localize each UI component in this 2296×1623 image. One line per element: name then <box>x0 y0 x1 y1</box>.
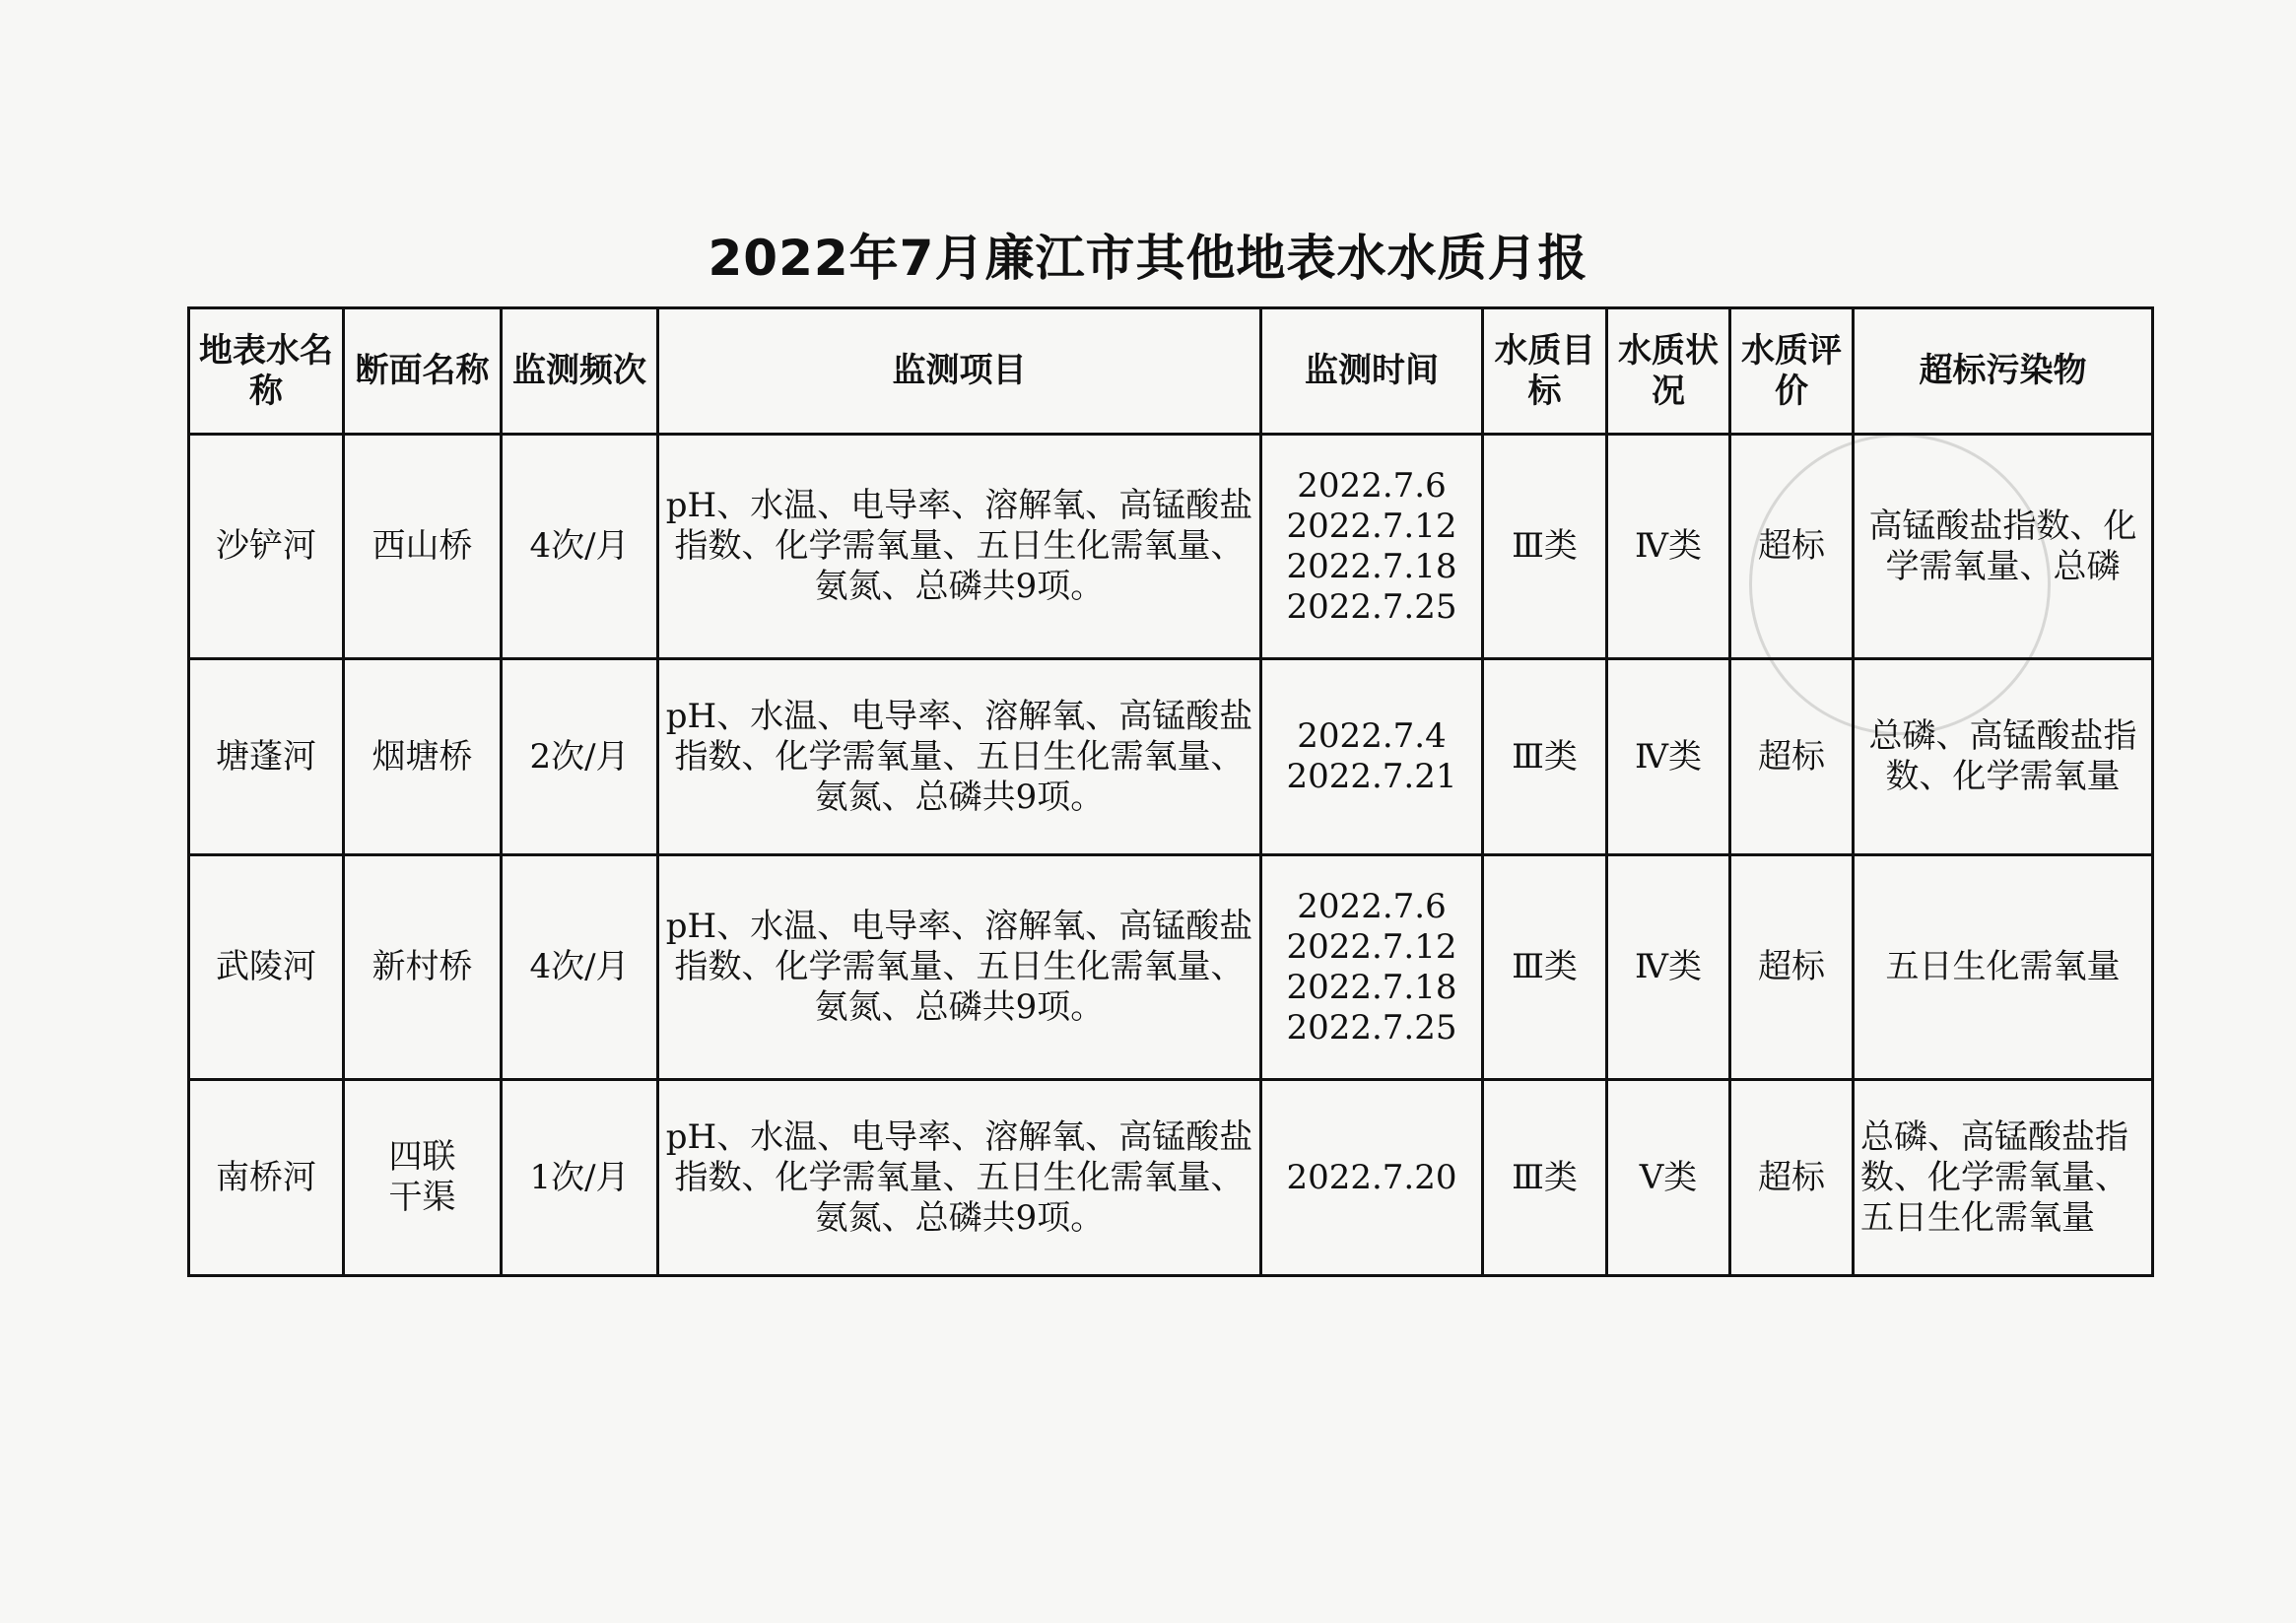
cell-status: Ⅳ类 <box>1607 659 1730 855</box>
cell-evaluation: 超标 <box>1730 855 1854 1080</box>
date-entry: 2022.7.6 <box>1297 465 1447 506</box>
table-row <box>189 435 2153 659</box>
date-entry: 2022.7.18 <box>1286 967 1457 1007</box>
cell-frequency: 2次/月 <box>502 659 658 855</box>
cell-status: Ⅴ类 <box>1607 1080 1730 1276</box>
table-header-row <box>189 308 2153 435</box>
cell-evaluation: 超标 <box>1730 659 1854 855</box>
header-pollutants: 超标污染物 <box>1854 308 2153 435</box>
cell-section: 烟塘桥 <box>344 659 502 855</box>
table-row <box>189 1080 2153 1276</box>
cell-time <box>1261 659 1483 855</box>
cell-target: Ⅲ类 <box>1483 855 1607 1080</box>
cell-section: 四联干渠 <box>344 1080 502 1276</box>
page-title: 2022年7月廉江市其他地表水水质月报 <box>708 230 1588 287</box>
date-entry: 2022.7.6 <box>1297 886 1447 926</box>
header-section: 断面名称 <box>344 308 502 435</box>
cell-time <box>1261 435 1483 659</box>
date-entry: 2022.7.4 <box>1297 716 1447 756</box>
cell-frequency: 4次/月 <box>502 855 658 1080</box>
cell-frequency: 4次/月 <box>502 435 658 659</box>
cell-target: Ⅲ类 <box>1483 435 1607 659</box>
header-target: 水质目标 <box>1483 308 1607 435</box>
cell-water-body: 沙铲河 <box>189 435 344 659</box>
table-row <box>189 855 2153 1080</box>
date-entry: 2022.7.12 <box>1286 506 1457 546</box>
cell-pollutants: 五日生化需氧量 <box>1854 855 2153 1080</box>
date-entry: 2022.7.12 <box>1286 926 1457 967</box>
water-quality-table <box>187 306 2154 1277</box>
date-entry: 2022.7.25 <box>1286 586 1457 627</box>
cell-target: Ⅲ类 <box>1483 1080 1607 1276</box>
cell-items: pH、水温、电导率、溶解氧、高锰酸盐指数、化学需氧量、五日生化需氧量、氨氮、总磷共9项。 <box>658 1080 1261 1276</box>
date-entry: 2022.7.25 <box>1286 1007 1457 1048</box>
cell-evaluation: 超标 <box>1730 1080 1854 1276</box>
cell-pollutants: 高锰酸盐指数、化学需氧量、总磷 <box>1854 435 2153 659</box>
header-status: 水质状况 <box>1607 308 1730 435</box>
cell-items: pH、水温、电导率、溶解氧、高锰酸盐指数、化学需氧量、五日生化需氧量、氨氮、总磷共9项。 <box>658 435 1261 659</box>
header-water-body: 地表水名称 <box>189 308 344 435</box>
cell-items: pH、水温、电导率、溶解氧、高锰酸盐指数、化学需氧量、五日生化需氧量、氨氮、总磷共9项。 <box>658 659 1261 855</box>
cell-water-body: 南桥河 <box>189 1080 344 1276</box>
cell-target: Ⅲ类 <box>1483 659 1607 855</box>
table-row <box>189 659 2153 855</box>
header-evaluation: 水质评价 <box>1730 308 1854 435</box>
cell-pollutants: 总磷、高锰酸盐指数、化学需氧量、五日生化需氧量 <box>1854 1080 2153 1276</box>
cell-evaluation: 超标 <box>1730 435 1854 659</box>
cell-water-body: 武陵河 <box>189 855 344 1080</box>
header-items: 监测项目 <box>658 308 1261 435</box>
date-entry: 2022.7.18 <box>1286 546 1457 586</box>
header-time: 监测时间 <box>1261 308 1483 435</box>
header-frequency: 监测频次 <box>502 308 658 435</box>
cell-items: pH、水温、电导率、溶解氧、高锰酸盐指数、化学需氧量、五日生化需氧量、氨氮、总磷共9项。 <box>658 855 1261 1080</box>
cell-frequency: 1次/月 <box>502 1080 658 1276</box>
date-entry: 2022.7.20 <box>1286 1157 1457 1197</box>
cell-section: 新村桥 <box>344 855 502 1080</box>
date-entry: 2022.7.21 <box>1286 757 1457 796</box>
cell-pollutants: 总磷、高锰酸盐指数、化学需氧量 <box>1854 659 2153 855</box>
cell-time <box>1261 855 1483 1080</box>
cell-time <box>1261 1080 1483 1276</box>
cell-water-body: 塘蓬河 <box>189 659 344 855</box>
cell-status: Ⅳ类 <box>1607 855 1730 1080</box>
cell-status: Ⅳ类 <box>1607 435 1730 659</box>
cell-section: 西山桥 <box>344 435 502 659</box>
